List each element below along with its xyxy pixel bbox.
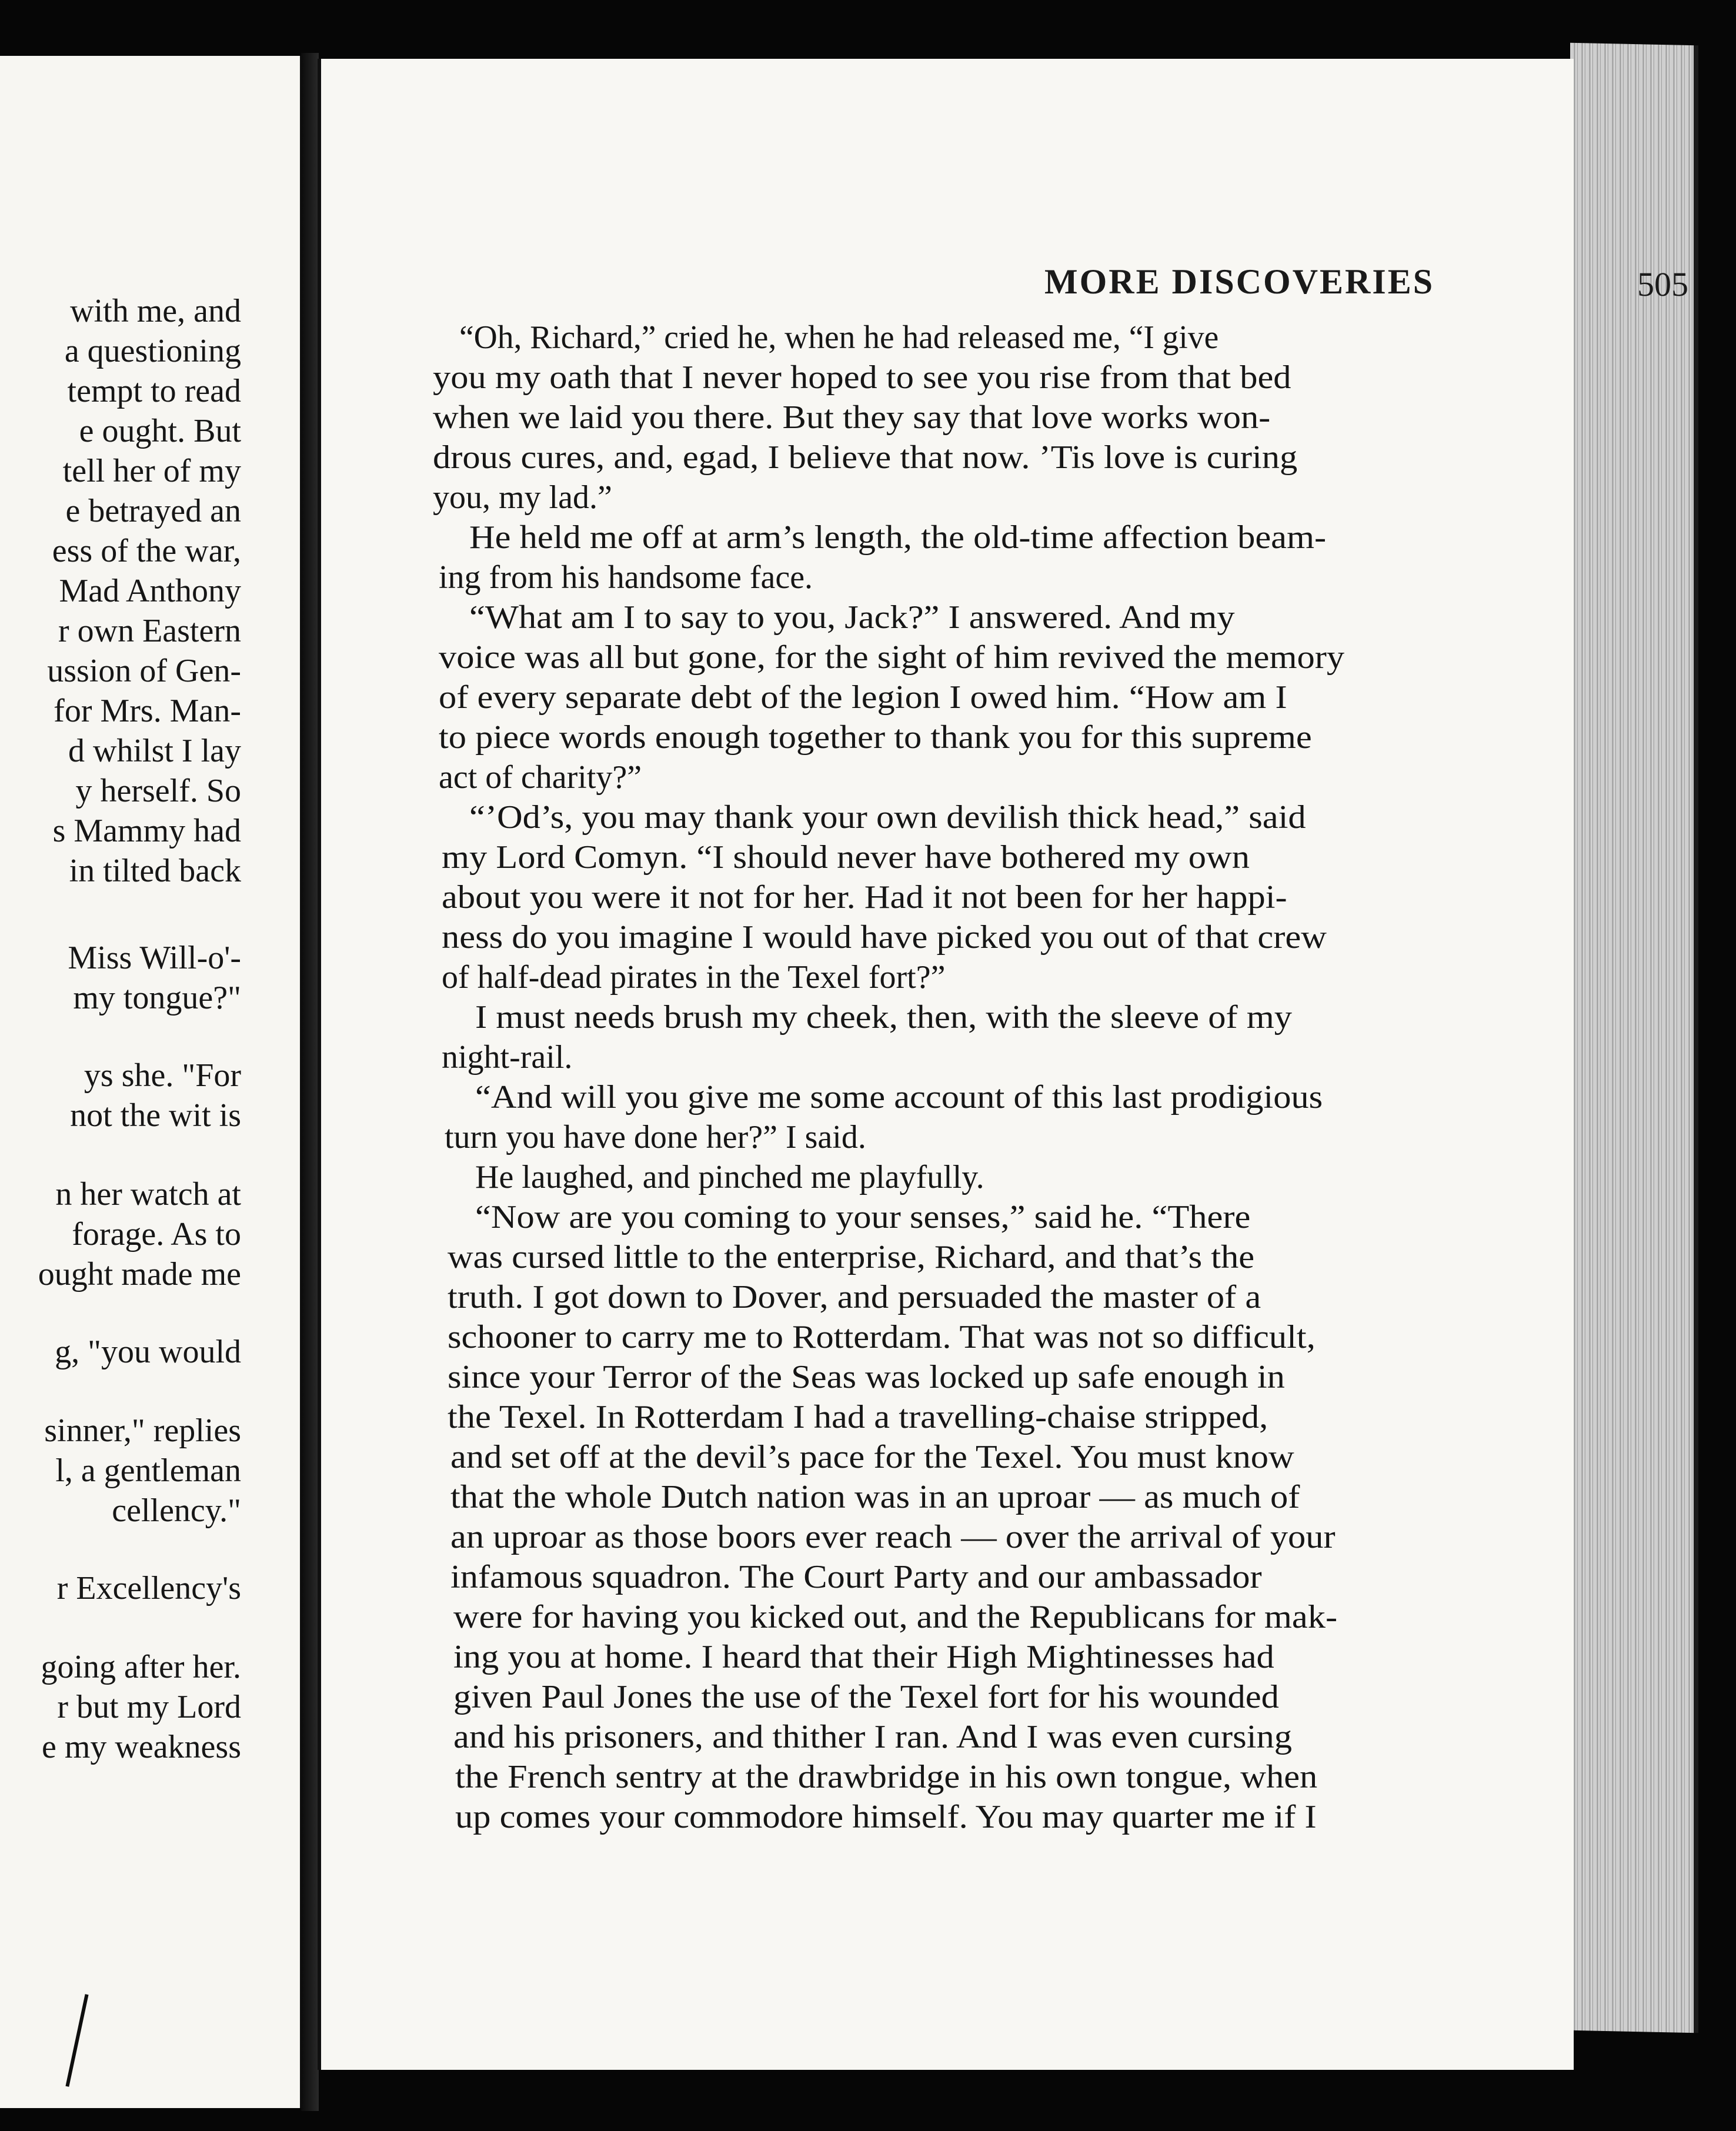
text-line: schooner to carry me to Rotterdam. That was not so difficult, [448,1319,1316,1355]
text-line: ness do you imagine I would have picked you out of that crew [442,919,1327,956]
left-line: r but my Lord [57,1689,241,1725]
text-line: to piece words enough together to thank you for this supreme [439,719,1312,756]
text-line: the French sentry at the drawbridge in his own tongue, when [455,1759,1318,1795]
text-line: the Texel. In Rotterdam I had a travelling-chaise stripped, [448,1399,1268,1435]
page-edges [1570,43,1698,2033]
left-line: Mad Anthony [59,573,241,609]
text-line: was cursed little to the enterprise, Richard, and that’s the [448,1239,1255,1275]
text-line: voice was all but gone, for the sight of him revived the memory [439,639,1345,676]
text-line: and set off at the devil’s pace for the Texel. You must know [450,1439,1294,1475]
left-line: s Mammy had [52,813,241,849]
text-line: ing you at home. I heard that their High Mightinesses had [453,1639,1274,1675]
left-line: y herself. So [75,773,241,809]
left-line: tell her of my [62,453,241,489]
text-line: you my oath that I never hoped to see you rise from that bed [433,359,1291,396]
left-page [0,56,303,2108]
text-line: “What am I to say to you, Jack?” I answered. And my [469,599,1235,636]
left-line: g, "you would [55,1334,241,1370]
left-line: with me, and [70,293,241,329]
text-line: when we laid you there. But they say that love works won- [433,399,1271,436]
text-line: infamous squadron. The Court Party and our ambassador [450,1559,1262,1595]
text-line: my Lord Comyn. “I should never have bothered my own [442,839,1250,876]
text-line: you, my lad.” [433,479,612,516]
book-gutter [301,53,319,2111]
left-line: e ought. But [79,413,241,449]
left-line: a questioning [64,333,241,369]
left-line: ess of the war, [52,533,241,569]
text-line: I must needs brush my cheek, then, with the sleeve of my [475,999,1293,1036]
text-line: were for having you kicked out, and the Republicans for mak- [453,1599,1338,1635]
text-line: turn you have done her?” I said. [445,1119,866,1155]
left-line: ys she. "For [84,1057,241,1094]
text-line: of every separate debt of the legion I owed him. “How am I [439,679,1287,716]
text-line: that the whole Dutch nation was in an uproar — as much of [450,1479,1300,1515]
right-page [318,59,1688,2070]
left-line: in tilted back [69,853,241,889]
text-line: “Now are you coming to your senses,” said he. “There [475,1199,1251,1235]
text-line: He laughed, and pinched me playfully. [475,1159,984,1195]
left-line: Miss Will-o'- [68,940,241,976]
text-line: since your Terror of the Seas was locked up safe enough in [448,1359,1285,1395]
left-line: for Mrs. Man- [54,693,241,729]
text-line: “’Od’s, you may thank your own devilish thick head,” said [469,799,1306,836]
page-number: 505 [1637,265,1688,303]
text-line: night-rail. [442,1039,573,1075]
left-line: going after her. [41,1649,241,1685]
text-line: given Paul Jones the use of the Texel fort for his wounded [453,1679,1279,1715]
left-line: my tongue?" [73,980,241,1016]
text-line: “And will you give me some account of this last prodigious [475,1079,1323,1115]
text-line: an uproar as those boors ever reach — over the arrival of your [450,1519,1336,1555]
text-line: drous cures, and, egad, I believe that now. ’Tis love is curing [433,439,1298,476]
left-line: n her watch at [55,1176,241,1213]
left-line: forage. As to [72,1216,241,1252]
left-line: e betrayed an [65,493,241,529]
left-line: ussion of Gen- [47,653,241,689]
text-line: up comes your commodore himself. You may quarter me if I [455,1799,1317,1835]
left-line: not the wit is [70,1097,241,1134]
left-line: d whilst I lay [68,733,241,769]
left-line: r own Eastern [58,613,241,649]
left-line: tempt to read [67,373,241,409]
left-line: sinner," replies [44,1412,241,1449]
left-line: e my weakness [41,1729,241,1765]
text-line: ing from his handsome face. [439,559,813,596]
running-head: MORE DISCOVERIES [1044,262,1435,301]
text-line: act of charity?” [439,759,642,796]
text-line: about you were it not for her. Had it not been for her happi- [442,879,1287,916]
text-line: truth. I got down to Dover, and persuaded the master of a [448,1279,1261,1315]
left-line: l, a gentleman [55,1452,241,1489]
left-line: ought made me [38,1256,241,1292]
text-line: “Oh, Richard,” cried he, when he had released me, “I give [459,319,1219,356]
left-line: r Excellency's [56,1570,241,1606]
text-line: of half-dead pirates in the Texel fort?” [442,959,946,996]
text-line: and his prisoners, and thither I ran. And I was even cursing [453,1719,1292,1755]
left-line: cellency." [112,1492,241,1529]
text-line: He held me off at arm’s length, the old-time affection beam- [469,519,1327,556]
